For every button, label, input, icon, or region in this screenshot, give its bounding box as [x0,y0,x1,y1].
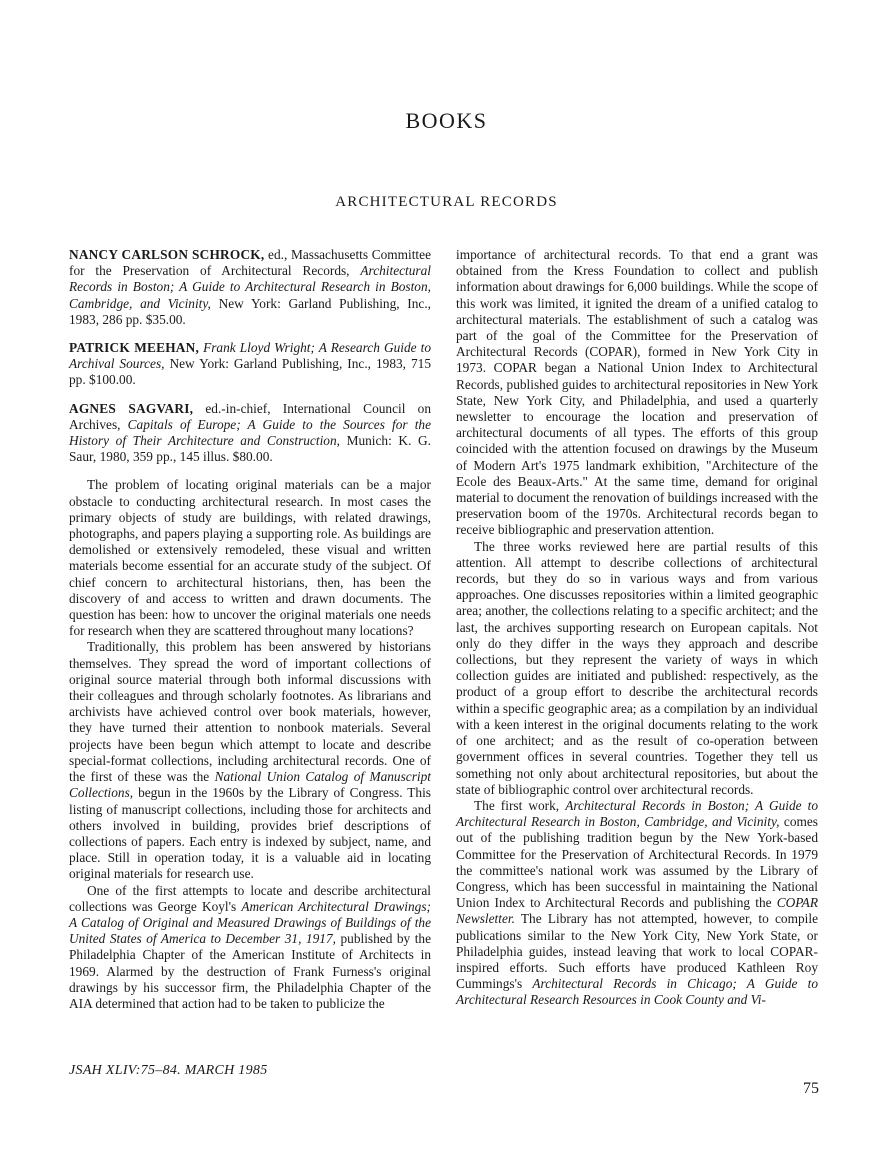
journal-citation: JSAH XLIV:75–84. MARCH 1985 [69,1063,268,1078]
book-info: ed., Massachusetts Committee for the Preservation of Architectural Records, [69,247,431,279]
subsection-title: ARCHITECTURAL RECORDS [335,194,558,210]
book-entry [69,247,431,328]
book-author: NANCY CARLSON SCHROCK, [69,247,265,262]
body-paragraph: One of the first attempts to locate and describe architectural collections was George Koyl's American Architectural Drawings; A Catalog of Original and Measured Drawings of Buildings of the United States of America to December 31, 1917, published by the Philadelphia Chapter of the American Institute of Architects in 1969. Alarmed by the destruction of Frank Furness's original drawings by his successor firm, the Philadelphia Chapter of the AIA determined that action had to be taken to publicize the [69,882,432,1011]
book-author: PATRICK MEEHAN, [69,340,199,356]
body-paragraph: The three works reviewed here are partial results of this attention. All attempt to describe collections of architectural records, but they do so in various ways and from various approaches. One discusses repositories within a limited geographic area; another, the collections relating to a specific architect; and the last, the archives supporting research on European capitals. Not only do they differ in the ways they approach and describe collections, but they represent the variety of ways in which collection guides are initiated and published: respectively, as the product of a group effort to describe the architectural records within a specific geographic area; as a compilation by an individual with a keen interest in the original documents relating to the work of one architect; and as the result of co-operation between government offices in several countries. Together they tell us something not only about architectural repositories, but about the state of bibliographic control over architectural records. [456,538,818,797]
book-title: Capitals of Europe; A Guide to the Sources for the History of Their Architecture and Construction, [69,416,432,449]
body-paragraph: Traditionally, this problem has been answered by historians themselves. They spread the word of important collections of original source material through both informal discussions with their colleagues and through scholarly footnotes. As librarians and archivists have achieved control over book materials, however, they have turned their attention to nonbook materials. Several projects have been begun which attempt to locate and describe special-format collections, including architectural records. One of the first of these was the National Union Catalog of Manuscript Collections, begun in the 1960s by the Library of Congress. This listing of manuscript collections, including those for architects and others involved in building, provides brief descriptions of collections of papers. Each entry is indexed by subject, name, and place. Still in operation today, it is a valuable aid in locating original materials for research use. [69,639,431,882]
body-paragraph: The first work, Architectural Records in Boston; A Guide to Architectural Research in Boston, Cambridge, and Vicinity, comes out of the publishing tradition begun by the New York-based Committee for the Preservation of Architectural Records. In 1979 the committee's national work was assumed by the Library of Congress, which has been successful in maintaining the National Union Index to Architectural Records and publishing the COPAR Newsletter. The Library has not attempted, however, to compile publications similar to the New York City, New York State, or Philadelphia guides, instead leaving that work to local COPAR-inspired efforts. Such efforts have produced Kathleen Roy Cummings's Architectural Records in Chicago; A Guide to Architectural Research Resources in Cook County and Vi- [456,797,818,1008]
book-author: AGNES SAGVARI, [69,400,194,416]
italic-title: Architectural Records in Chicago; A Guide to Architectural Research Resources in Cook County and Vi- [456,976,818,1008]
right-column [456,247,818,1009]
book-publication: New York: Garland Publishing, Inc., 1983, 286 pp. $35.00. [69,295,431,327]
italic-title: American Architectural Drawings; A Catalog of Original and Measured Drawings of Buildings of the United States of America to December 31, 1917, [69,898,431,947]
book-publication: Munich: K. G. Saur, 1980, 359 pp., 145 illus. $80.00. [69,433,432,465]
body-paragraph: importance of architectural records. To that end a grant was obtained from the Kress Foundation to collect and publish information about drawings for 6,000 buildings. While the scope of this work was limited, it ignited the dream of a unified catalog to architectural materials. The establishment of such a catalog was part of the goal of the Committee for the Preservation of Architectural Records (COPAR), formed in New York City in 1973. COPAR began a National Union Index to Architectural Records, published guides to architectural repositories in New York State, New York City, and Philadelphia, and used a quarterly newsletter to encourage the location and preservation of architectural documents of all types. The efforts of this group coincided with the attention focused on drawings by the Museum of Modern Art's 1975 landmark exhibition, "Architecture of the Ecole des Beaux-Arts." At the same time, demand for original material to document the renovation of buildings increased with the preservation boom of the 1970s. Architectural records began to receive bibliographic and preservation attention. [456,247,818,538]
italic-title: National Union Catalog of Manuscript Collections, [69,769,431,801]
book-title: Frank Lloyd Wright; A Research Guide to Archival Sources, [69,340,431,372]
book-publication: New York: Garland Publishing, Inc., 1983, 715 pp. $100.00. [69,356,431,388]
book-entry [69,401,431,466]
body-paragraph: The problem of locating original materials can be a major obstacle to conducting architectural research. In most cases the primary objects of study are buildings, with related drawings, photographs, and papers playing a supporting role. As buildings are demolished or extensively remodeled, these visual and written materials become essential for an accurate study of the subject. Of chief concern to architectural historians, then, has been the discovery of and access to written and drawn documents. The question has been: how to uncover the original materials one needs for research when they are scattered throughout many locations? [69,477,431,639]
section-title: BOOKS [405,108,488,133]
italic-title: Architectural Records in Boston; A Guide to Architectural Research in Boston, Cambridge, and Vicinity, [456,797,818,830]
page-number: 75 [803,1080,819,1097]
book-info: ed.-in-chief, International Council on Archives, [69,400,431,432]
book-entry [69,340,431,389]
book-title: Architectural Records in Boston; A Guide to Architectural Research in Boston, Cambridge, and Vicinity, [69,263,431,311]
left-column [69,247,431,1012]
italic-title: COPAR Newsletter. [456,895,818,927]
